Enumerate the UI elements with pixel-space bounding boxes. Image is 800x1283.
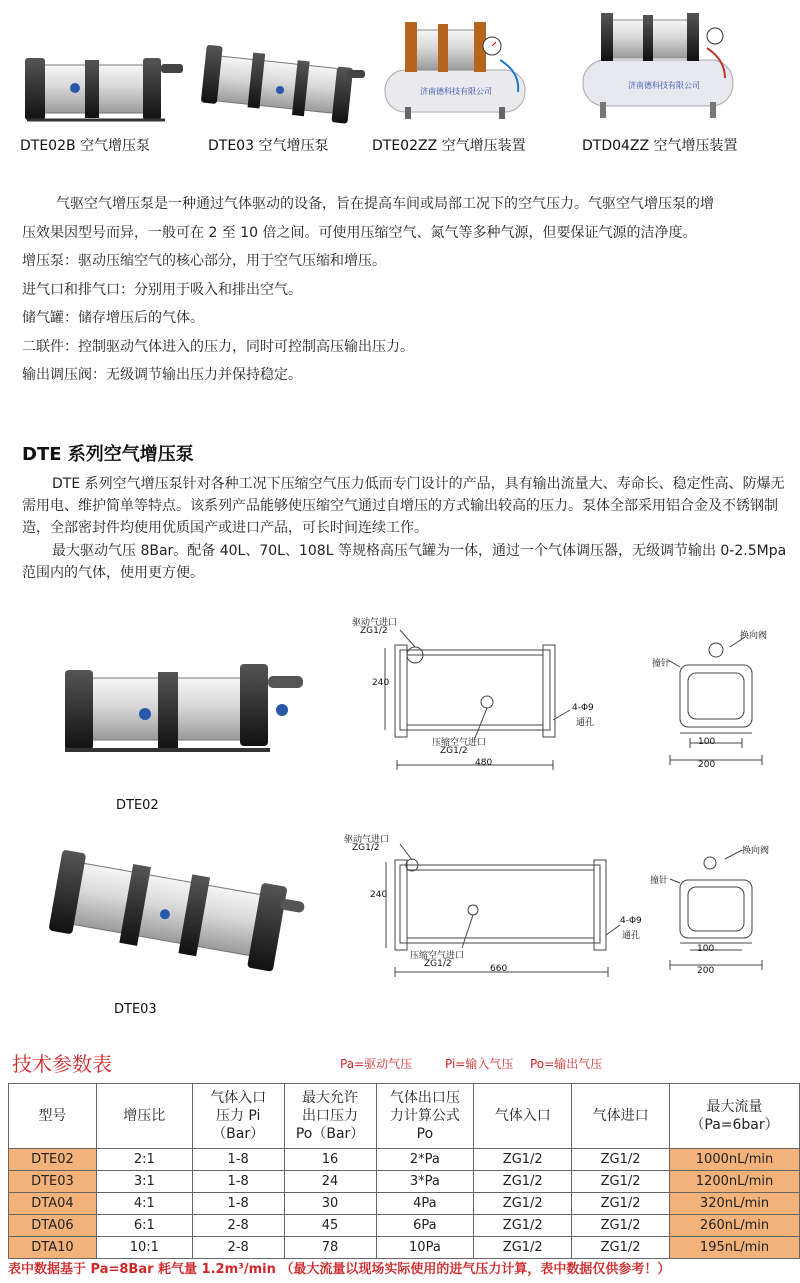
series-paragraph-1: DTE 系列空气增压泵针对各种工况下压缩空气压力低而专门设计的产品，具有输出流量大、寿命长、稳定性高、防爆无需用电、维护简单等特点。该系列产品能够使压缩空气通过自增压的方式输出较高的压力。泵体全部采用铝合金及不锈钢制造，全部密封件均使用优质国产或进口产品，可长时间连续工作。	[22, 476, 785, 536]
cell-ratio: 3:1	[96, 1171, 192, 1193]
tech-table-title: 技术参数表	[12, 1052, 112, 1076]
cell-inlet: ZG1/2	[474, 1237, 572, 1259]
table-row	[9, 1149, 800, 1171]
dte02-holes: 4-Φ9	[572, 703, 594, 713]
cell-pi: 1-8	[192, 1149, 284, 1171]
series-heading: DTE 系列空气增压泵	[22, 444, 194, 465]
table-row	[9, 1171, 800, 1193]
dte02-pin-label: 撞针	[652, 659, 671, 669]
cell-ratio: 6:1	[96, 1215, 192, 1237]
cell-po: 16	[284, 1149, 376, 1171]
dte03-width-2: 200	[697, 966, 715, 976]
dte02-valve-label: 换向阀	[740, 631, 768, 641]
cell-model: DTA06	[9, 1215, 97, 1237]
dte02-comp-thread: ZG1/2	[440, 746, 468, 756]
cell-inlet: ZG1/2	[474, 1215, 572, 1237]
intro-item-3: 储气罐：储存增压后的气体。	[22, 310, 204, 326]
header-gas-port: 气体进口	[572, 1084, 670, 1149]
cell-inlet: ZG1/2	[474, 1193, 572, 1215]
dte03-width-1: 100	[697, 944, 715, 954]
dte02-drive-thread: ZG1/2	[360, 626, 388, 636]
cell-formula: 6Pa	[376, 1215, 474, 1237]
cell-pi: 2-8	[192, 1237, 284, 1259]
cell-pi: 1-8	[192, 1171, 284, 1193]
header-formula: 气体出口压 力计算公式 Po	[376, 1084, 474, 1149]
dte02zz-unit-image	[380, 12, 530, 120]
cell-ratio: 10:1	[96, 1237, 192, 1259]
intro-item-4: 二联件：控制驱动气体进入的压力，同时可控制高压输出压力。	[22, 339, 414, 355]
cell-po: 45	[284, 1215, 376, 1237]
dte02-width-2: 200	[698, 760, 716, 770]
cell-port: ZG1/2	[572, 1215, 670, 1237]
header-gas-inlet: 气体入口	[474, 1084, 572, 1149]
intro-line-2: 压效果因型号而异，一般可在 2 至 10 倍之间。可使用压缩空气、氮气等多种气源，但要保证气源的洁净度。	[22, 225, 697, 241]
table-row	[9, 1215, 800, 1237]
cell-flow: 195nL/min	[670, 1237, 800, 1259]
dte03-photo-label: DTE03	[114, 1002, 157, 1017]
cell-flow: 320nL/min	[670, 1193, 800, 1215]
table-footnote: 表中数据基于 Pa=8Bar 耗气量 1.2m³/min （最大流量以现场实际使用的进气压力计算，表中数据仅供参考！）	[8, 1262, 671, 1277]
legend-pi: Pi=输入气压	[445, 1057, 514, 1071]
cell-po: 30	[284, 1193, 376, 1215]
gallery-caption-2: DTE03 空气增压泵	[208, 138, 329, 154]
dte02-photo	[50, 640, 310, 760]
cell-formula: 10Pa	[376, 1237, 474, 1259]
dtd04zz-unit-image	[575, 8, 745, 120]
header-pi: 气体入口 压力 Pi （Bar）	[192, 1084, 284, 1149]
cell-port: ZG1/2	[572, 1149, 670, 1171]
cell-formula: 4Pa	[376, 1193, 474, 1215]
dte03-height-dim: 240	[370, 890, 388, 900]
dte03-comp-inlet: 压缩空气进口	[410, 951, 465, 961]
cell-formula: 3*Pa	[376, 1171, 474, 1193]
cell-model: DTE03	[9, 1171, 97, 1193]
cell-inlet: ZG1/2	[474, 1149, 572, 1171]
dte02-height-dim: 240	[372, 678, 390, 688]
tank-brand-label-1: 济南德科技有限公司	[420, 87, 492, 96]
dte03-holes-note: 通孔	[622, 931, 641, 941]
series-paragraph-2: 最大驱动气压 8Bar。配备 40L、70L、108L 等规格高压气罐为一体，通过一个气体调压器，无级调节输出 0-2.5Mpa 范围内的气体，使用更方便。	[22, 543, 787, 581]
dte03-photo	[45, 840, 305, 990]
cell-flow: 1200nL/min	[670, 1171, 800, 1193]
dte02-drive-inlet: 驱动气进口	[352, 618, 398, 628]
dte03-pin-label: 撞针	[650, 876, 669, 886]
dte02-comp-inlet: 压缩空气进口	[432, 738, 487, 748]
intro-item-5: 输出调压阀：无级调节输出压力并保持稳定。	[22, 367, 302, 383]
gallery-caption-3: DTE02ZZ 空气增压装置	[372, 138, 526, 154]
cell-port: ZG1/2	[572, 1171, 670, 1193]
cell-ratio: 2:1	[96, 1149, 192, 1171]
intro-line-1: 气驱空气增压泵是一种通过气体驱动的设备，旨在提高车间或局部工况下的空气压力。气驱空气增压泵的增	[56, 196, 714, 212]
cell-flow: 260nL/min	[670, 1215, 800, 1237]
dte03-length-dim: 660	[490, 964, 508, 974]
intro-item-2: 进气口和排气口：分别用于吸入和排出空气。	[22, 282, 302, 298]
cell-model: DTA04	[9, 1193, 97, 1215]
cell-formula: 2*Pa	[376, 1149, 474, 1171]
legend-pa: Pa=驱动气压	[340, 1057, 413, 1071]
dte02-length-dim: 480	[475, 758, 493, 768]
header-max-flow: 最大流量 （Pa=6bar）	[670, 1084, 800, 1149]
dte02-width-1: 100	[698, 737, 716, 747]
table-header-row	[9, 1084, 800, 1149]
cell-po: 24	[284, 1171, 376, 1193]
header-model: 型号	[9, 1084, 97, 1149]
dte02-side-drawing	[650, 625, 790, 775]
gallery-caption-1: DTE02B 空气增压泵	[20, 138, 151, 154]
cell-pi: 2-8	[192, 1215, 284, 1237]
dte02-holes-note: 通孔	[576, 718, 595, 728]
cell-ratio: 4:1	[96, 1193, 192, 1215]
dte03-front-drawing	[340, 830, 630, 980]
cell-po: 78	[284, 1237, 376, 1259]
cell-port: ZG1/2	[572, 1237, 670, 1259]
cell-inlet: ZG1/2	[474, 1171, 572, 1193]
legend-po: Po=输出气压	[530, 1057, 603, 1071]
dte03-comp-thread: ZG1/2	[424, 959, 452, 969]
dte03-drive-thread: ZG1/2	[352, 843, 380, 853]
header-ratio: 增压比	[96, 1084, 192, 1149]
dte02b-pump-image	[15, 40, 190, 125]
dte03-side-drawing	[650, 835, 790, 980]
dte02-photo-label: DTE02	[116, 798, 159, 813]
cell-port: ZG1/2	[572, 1193, 670, 1215]
cell-pi: 1-8	[192, 1193, 284, 1215]
cell-model: DTE02	[9, 1149, 97, 1171]
table-row	[9, 1193, 800, 1215]
intro-item-1: 增压泵：驱动压缩空气的核心部分，用于空气压缩和增压。	[22, 253, 386, 269]
gallery-caption-4: DTD04ZZ 空气增压装置	[582, 138, 738, 154]
header-po-max: 最大允许 出口压力 Po（Bar）	[284, 1084, 376, 1149]
dte03-holes: 4-Φ9	[620, 916, 642, 926]
cell-model: DTA10	[9, 1237, 97, 1259]
dte03-drive-inlet: 驱动气进口	[344, 835, 390, 845]
tank-brand-label-2: 济南德科技有限公司	[628, 81, 700, 90]
cell-flow: 1000nL/min	[670, 1149, 800, 1171]
dte03-valve-label: 换向阀	[742, 846, 770, 856]
table-row	[9, 1237, 800, 1259]
dte03-pump-image	[195, 40, 370, 125]
spec-table	[8, 1083, 800, 1259]
